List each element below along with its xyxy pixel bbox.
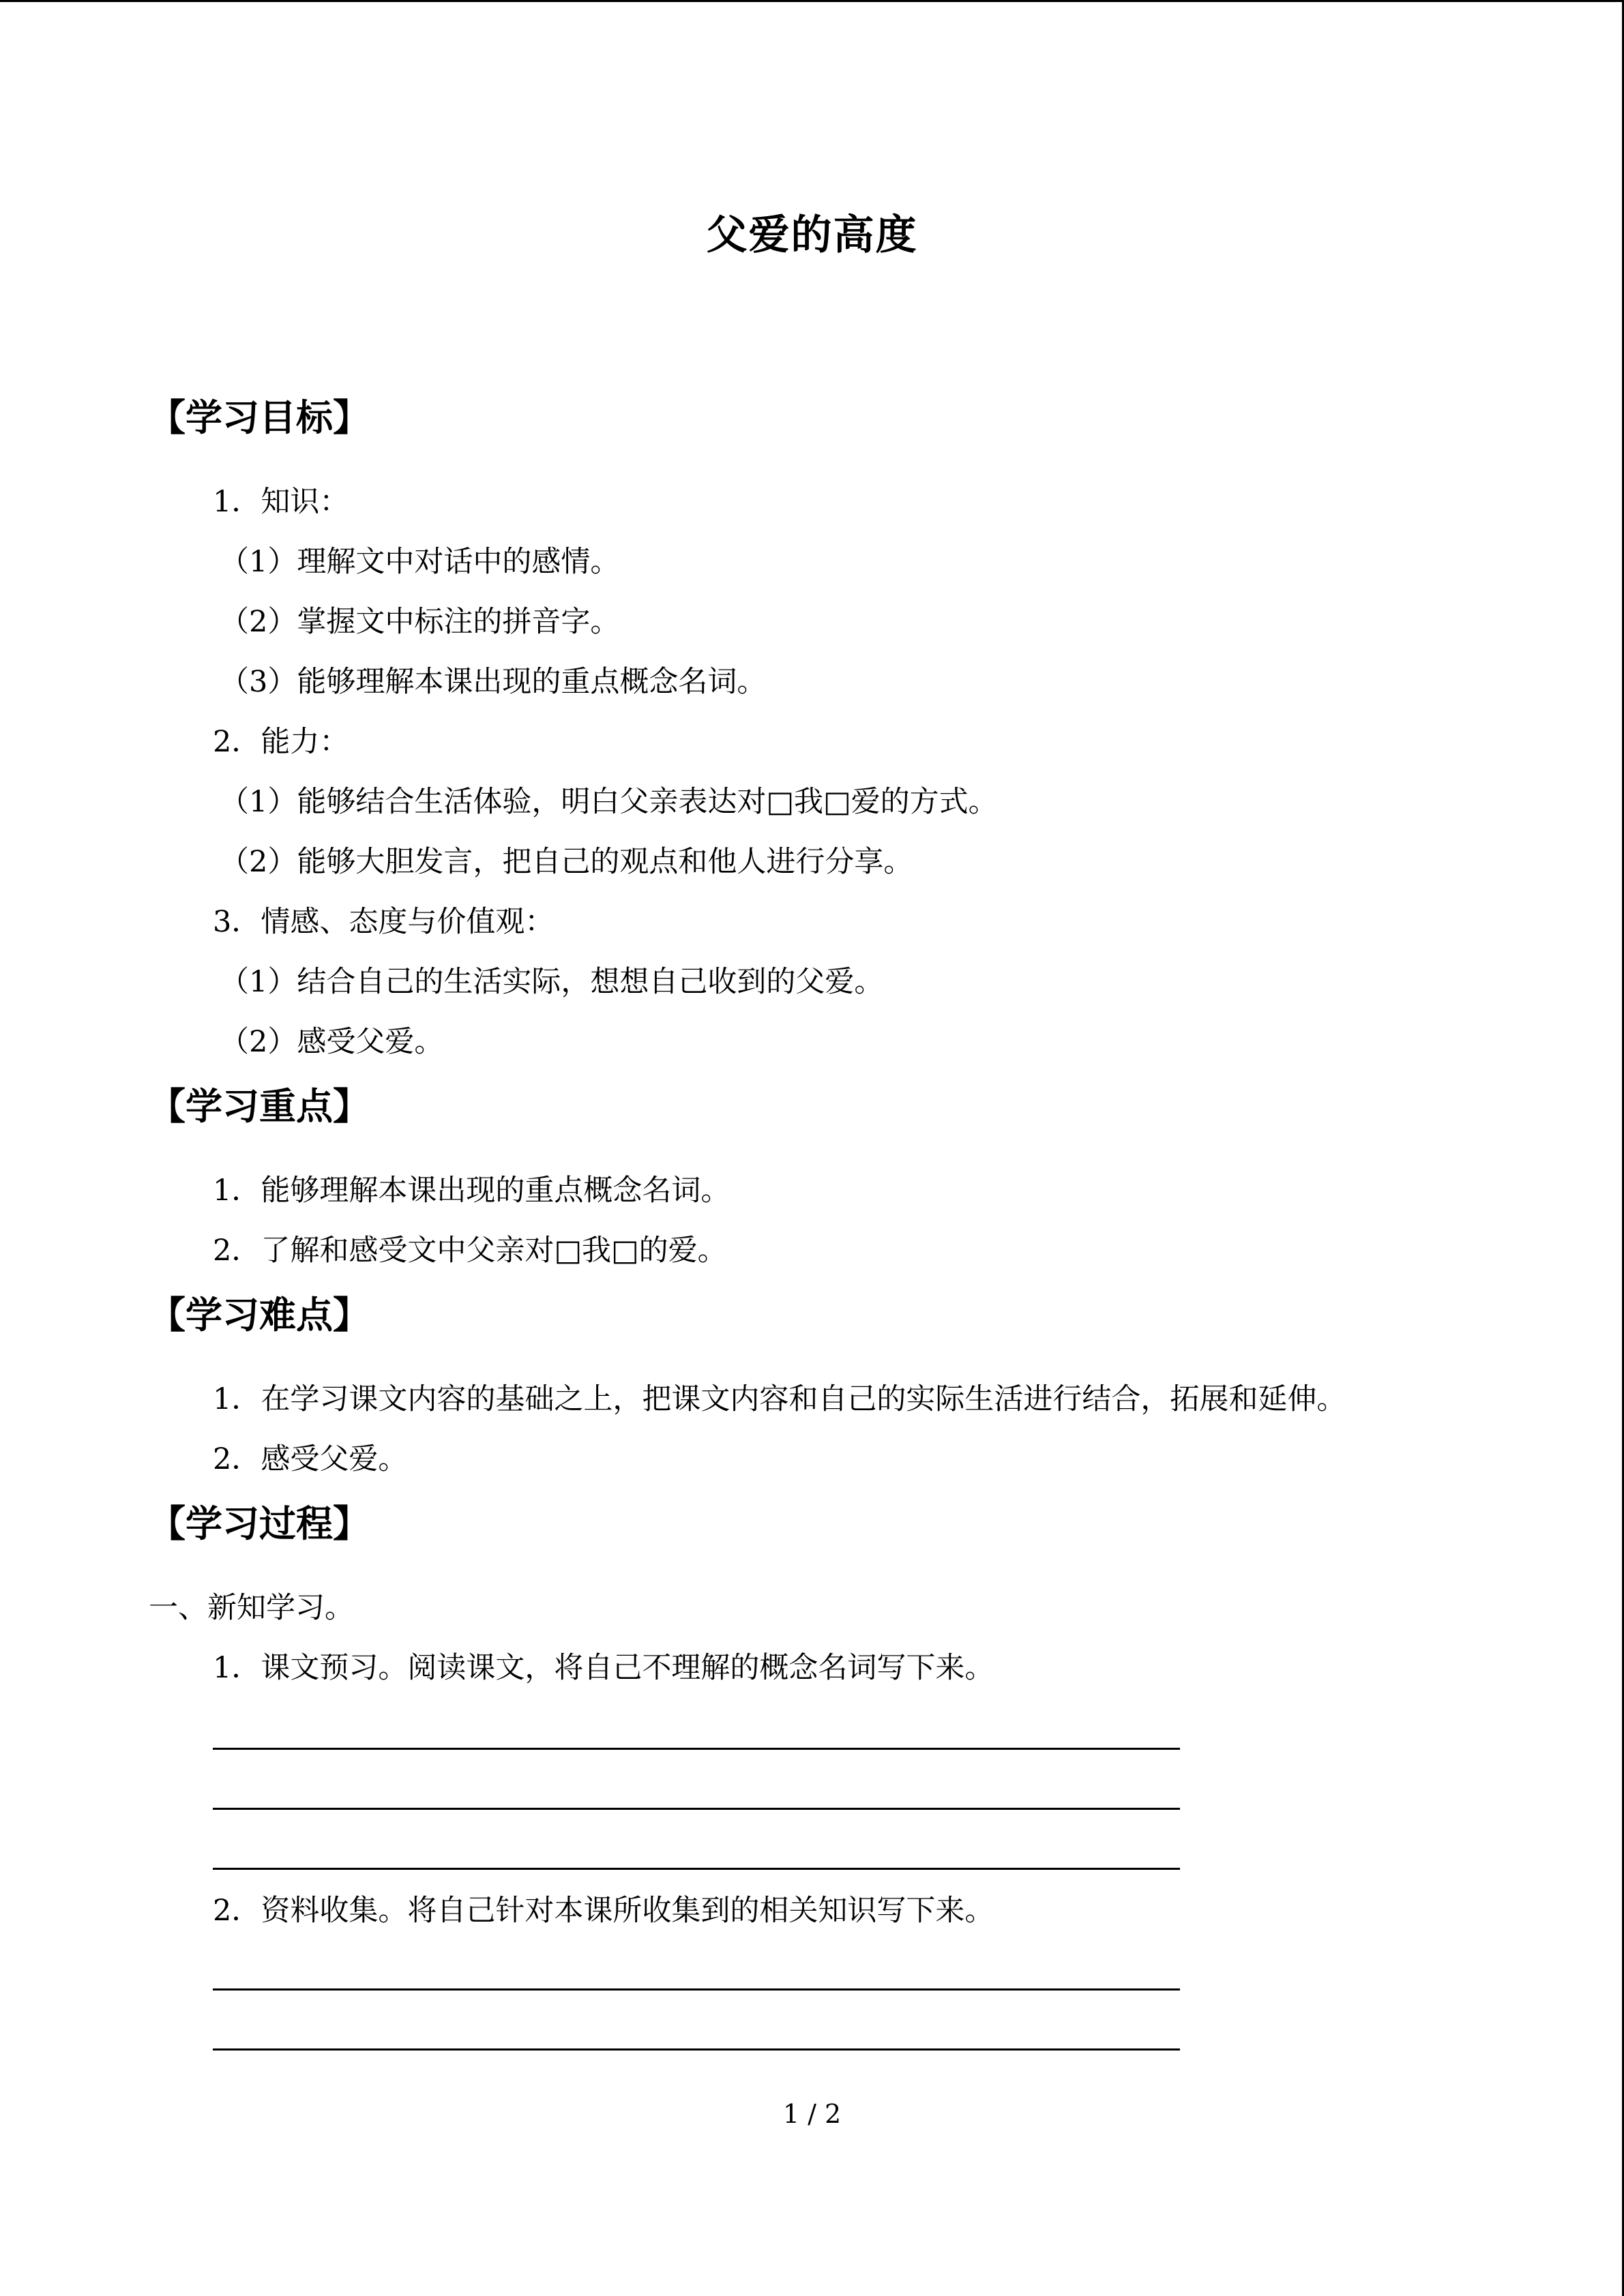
- goal-line: （1）结合自己的生活实际，想想自己收到的父爱。: [220, 965, 884, 999]
- key-point-line: 1．能够理解本课出现的重点概念名词。: [213, 1174, 730, 1208]
- key-point-line: 2．了解和感受文中父亲对□我□的爱。: [213, 1234, 727, 1268]
- answer-blank-line[interactable]: [213, 1868, 1180, 1870]
- heading-learning-process: 【学习过程】: [149, 1502, 370, 1545]
- difficulty-line: 2．感受父爱。: [213, 1442, 408, 1476]
- goal-line: （2）感受父爱。: [220, 1025, 444, 1059]
- task-2-prompt: 2．资料收集。将自己针对本课所收集到的相关知识写下来。: [213, 1894, 994, 1928]
- goal-line: 1．知识：: [213, 485, 349, 519]
- goal-line: （2）能够大胆发言，把自己的观点和他人进行分享。: [220, 845, 913, 879]
- answer-blank-line[interactable]: [213, 1748, 1180, 1750]
- page-border-top: [0, 0, 1624, 2]
- goal-line: （1）能够结合生活体验，明白父亲表达对□我□爱的方式。: [220, 785, 998, 819]
- answer-blank-line[interactable]: [213, 2048, 1180, 2051]
- document-title: 父爱的高度: [706, 211, 918, 259]
- goal-line: （3）能够理解本课出现的重点概念名词。: [220, 665, 767, 699]
- goal-line: 3．情感、态度与价值观：: [213, 905, 555, 939]
- heading-learning-goals: 【学习目标】: [149, 396, 370, 439]
- goal-line: 2．能力：: [213, 725, 349, 759]
- goal-line: （1）理解文中对话中的感情。: [220, 545, 620, 579]
- task-1-prompt: 1．课文预习。阅读课文，将自己不理解的概念名词写下来。: [213, 1651, 994, 1685]
- answer-blank-line[interactable]: [213, 1808, 1180, 1810]
- heading-difficulties: 【学习难点】: [149, 1294, 370, 1337]
- page-number: 1 / 2: [782, 2099, 842, 2129]
- process-part-title: 一、新知学习。: [149, 1591, 354, 1625]
- heading-key-points: 【学习重点】: [149, 1085, 370, 1128]
- difficulty-line: 1．在学习课文内容的基础之上，把课文内容和自己的实际生活进行结合，拓展和延伸。: [213, 1382, 1346, 1416]
- goal-line: （2）掌握文中标注的拼音字。: [220, 605, 620, 639]
- answer-blank-line[interactable]: [213, 1988, 1180, 1991]
